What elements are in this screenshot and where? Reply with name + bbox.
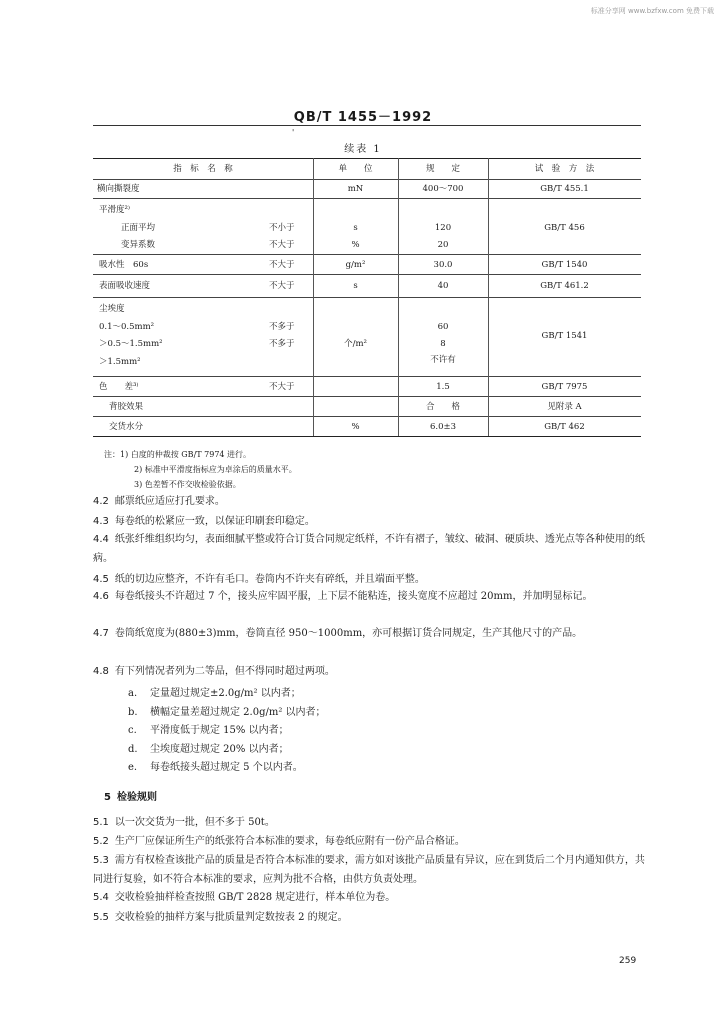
header-indicator: 指 标 名 称 [173,164,233,174]
item-text: 定量超过规定±2.0g/m² 以内者； [150,688,301,699]
row-dirt-1-spec: 60 [437,322,449,332]
clause-5-4 [93,888,645,907]
row-color-spec: 1.5 [436,382,450,392]
row-smoothness-avg-cond: 不小于 [269,223,295,233]
clause-text: 纸的切边应整齐，不许有毛口。卷筒内不许夹有碎纸，并且端面平整。 [114,574,425,585]
row-absorb-spec: 30.0 [433,260,453,270]
clause-number: 5.3 [93,855,109,866]
clause-text: 每卷纸接头不许超过 7 个，接头应牢固平服，上下层不能粘连，接头宽度不应超过 20mm，并加明显标记。 [114,591,593,602]
clause-number: 4.7 [93,628,109,639]
row-tear-name: 横向撕裂度 [97,184,140,194]
row-smoothness-cv-cond: 不大于 [269,240,295,250]
row-smoothness-name: 平滑度²⁾ [99,205,130,215]
row-adhesive-name: 背胶效果 [109,402,144,412]
row-dirt-method: GB/T 1541 [541,331,588,341]
clause-4-8 [93,662,645,681]
row-moisture-method: GB/T 462 [544,422,585,432]
clause-number: 5.4 [93,892,109,903]
row-smoothness-cv-spec: 20 [437,240,449,250]
row-dirt-3-spec: 不许有 [430,355,456,365]
table-notes [104,447,297,492]
header-rule [93,125,641,126]
clause-number: 4.4 [93,534,109,545]
row-tear-spec: 400～700 [422,184,464,194]
watermark: 标准分享网 www.bzfxw.com 免费下载 [590,7,714,15]
clause-number: 4.8 [93,666,109,677]
clause-number: 5.1 [93,817,109,828]
standard-header: QB/T 1455－1992 [293,110,433,125]
row-smoothness-cv-unit: % [351,240,360,250]
clause-text: 交收检验抽样检查按照 GB/T 2828 规定进行，样本单位为卷。 [114,892,396,903]
note-3: 3) 色差暂不作交收检验依据。 [134,480,241,489]
item-label: d. [128,744,138,755]
row-smoothness-method: GB/T 456 [544,223,585,233]
row-smoothness-avg-spec: 120 [434,223,452,233]
row-absorb-method: GB/T 1540 [541,260,588,270]
row-tear-method: GB/T 455.1 [540,184,589,194]
clause-text: 交收检验的抽样方案与批质量判定数按表 2 的规定。 [114,912,348,923]
clause-4-7 [93,624,645,643]
clause-5-1 [93,813,645,832]
clause-5-5 [93,908,645,927]
item-label: c. [128,725,137,736]
row-absorb-name: 吸水性 60s [99,260,149,270]
row-surface-unit: s [353,281,358,291]
row-dirt-name: 尘埃度 [99,304,125,314]
row-moisture-spec: 6.0±3 [429,422,457,432]
row-surface-method: GB/T 461.2 [540,281,589,291]
clause-4-2 [93,492,645,511]
clause-text: 卷筒纸宽度为(880±3)mm，卷筒直径 950～1000mm，亦可根据订货合同规定，生产其他尺寸的产品。 [114,628,583,639]
clause-5-3 [93,851,645,889]
clause-number: 5.5 [93,912,109,923]
clause-number: 4.3 [93,516,109,527]
row-surface-cond: 不大于 [269,281,295,291]
table-title: 续表 1 [344,144,382,155]
item-c [128,721,289,736]
clause-number: 4.6 [93,591,109,602]
clause-4-6 [93,587,645,606]
note-1: 注：1) 白度的仲裁按 GB/T 7974 进行。 [104,450,252,459]
clause-text: 纸张纤维组织均匀，表面细腻平整或符合订货合同规定纸样，不许有褶子，皱纹、破洞、硬质块、透光点等各种使用的纸病。 [93,534,645,564]
row-absorb-unit: g/m² [345,260,366,270]
row-moisture-unit: % [351,422,360,432]
row-tear-unit: mN [347,184,364,194]
item-text: 横幅定量差超过规定 2.0g/m² 以内者； [150,707,326,718]
header-unit: 单 位 [338,164,373,174]
row-color-name: 色 差³⁾ [99,382,139,392]
row-dirt-2-cond: 不多于 [269,339,295,349]
clause-text: 每卷纸的松紧应一致，以保证印刷套印稳定。 [114,516,315,527]
row-smoothness-cv-name: 变异系数 [121,240,156,250]
row-dirt-2-spec: 8 [440,339,446,349]
clause-4-3 [93,512,645,531]
page-number: 259 [619,956,637,966]
section-title: 检验规则 [116,792,157,803]
header-method: 试 验 方 法 [534,164,595,174]
row-dirt-2-name: ＞0.5～1.5mm² [99,339,163,349]
item-label: e. [128,762,138,773]
row-color-cond: 不大于 [269,382,295,392]
row-adhesive-method: 见附录 A [547,402,582,412]
item-text: 每卷纸接头超过规定 5 个以内者。 [150,762,303,773]
item-label: a. [128,688,138,699]
item-b [128,703,326,718]
clause-text: 有下列情况者列为二等品，但不得同时超过两项。 [114,666,335,677]
clause-text: 生产厂应保证所生产的纸张符合本标准的要求，每卷纸应附有一份产品合格证。 [114,836,465,847]
clause-4-4 [93,530,645,568]
clause-number: 5.2 [93,836,109,847]
row-surface-spec: 40 [437,281,449,291]
clause-number: 4.5 [93,574,109,585]
scan-mark: ' [292,128,295,137]
spec-table [93,158,641,436]
item-text: 尘埃度超过规定 20% 以内者； [150,744,289,755]
item-e [128,758,303,773]
row-smoothness-avg-name: 正面平均 [121,223,156,233]
section-number: 5 [104,792,111,803]
clause-text: 邮票纸应适应打孔要求。 [114,496,225,507]
row-dirt-1-cond: 不多于 [269,322,295,332]
item-text: 平滑度低于规定 15% 以内者； [150,725,289,736]
row-color-method: GB/T 7975 [541,382,588,392]
clause-number: 4.2 [93,496,109,507]
clause-5-2 [93,832,645,851]
note-2: 2) 标准中平滑度指标应为卓涂后的质量水平。 [134,465,297,474]
item-a [128,684,301,699]
row-dirt-1-name: 0.1～0.5mm² [99,322,155,332]
row-dirt-3-name: ＞1.5mm² [99,357,141,367]
item-label: b. [128,707,138,718]
row-adhesive-spec: 合 格 [425,402,460,412]
item-d [128,740,289,755]
row-moisture-name: 交货水分 [109,422,144,432]
clause-text: 以一次交货为一批，但不多于 50t。 [114,817,275,828]
row-absorb-cond: 不大于 [269,260,295,270]
header-spec: 规 定 [425,164,460,174]
row-dirt-unit: 个/m² [344,339,367,349]
section-5-heading [104,788,157,803]
clause-text: 需方有权检查该批产品的质量是否符合本标准的要求，需方如对该批产品质量有异议，应在到货后二个月内通知供方，共同进行复验，如不符合本标准的要求，应判为批不合格，由供方负责处理。 [93,855,645,885]
row-smoothness-avg-unit: s [353,223,358,233]
row-surface-name: 表面吸收速度 [99,281,151,291]
